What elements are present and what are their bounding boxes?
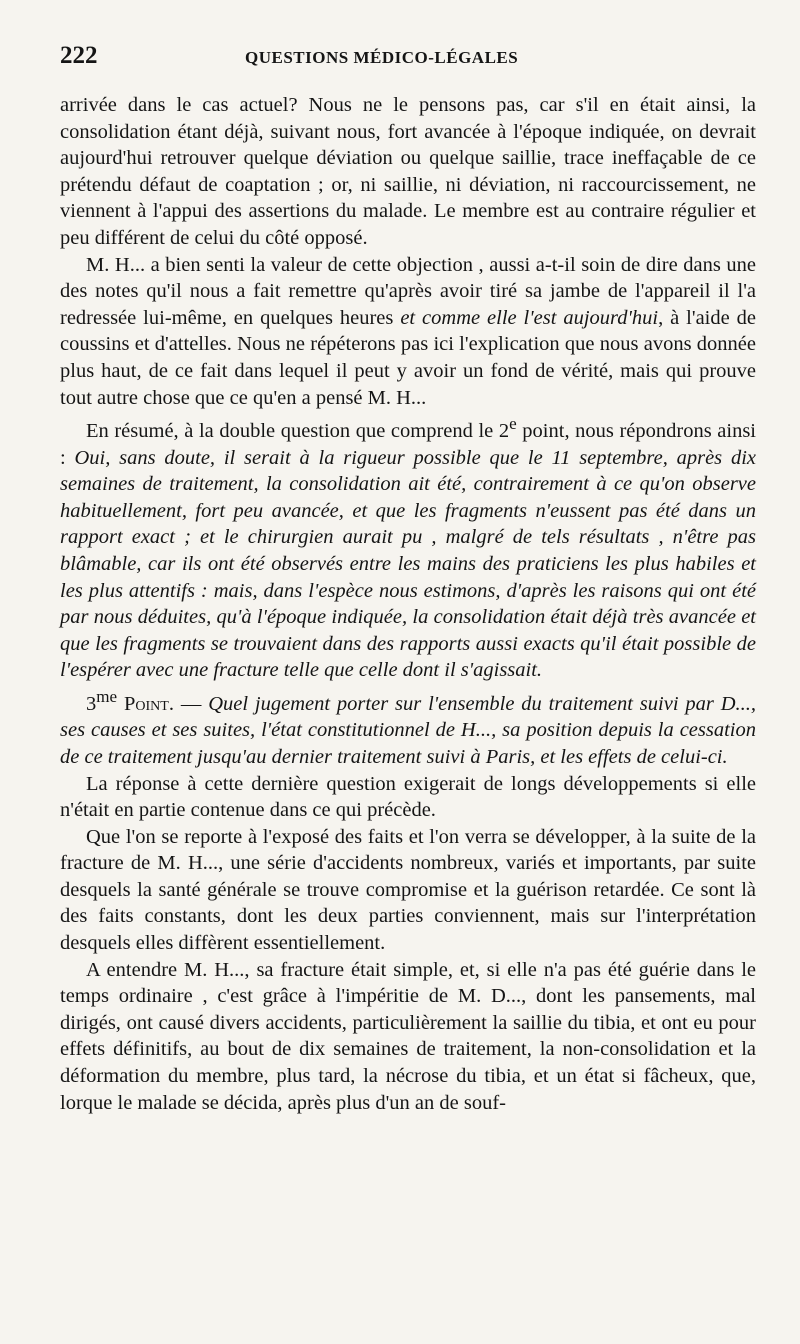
paragraph-2-text-b: , à l'aide de coussins et d'attelles. Nous ne répéterons pas ici l'explication que nous avons donnée plus haut, de ce fait dans lequel il peut y avoir un fond de vérité, mais qui prouve tout autre chose que ce qu'en a pensé M. H...: [60, 306, 756, 409]
paragraph-4: [60, 684, 756, 771]
point-number: 3: [86, 692, 97, 715]
paragraph-1: arrivée dans le cas actuel? Nous ne le pensons pas, car s'il en était ainsi, la consolidation étant déjà, suivant nous, fort avancée à l'époque indiquée, on devrait aujourd'hui retrouver quelque déviation ou quelque saillie, trace ineffaçable de ce prétendu défaut de coaptation ; or, ni saillie, ni déviation, ni raccourcissement, ne viennent à l'appui des assertions du malade. Le membre est au contraire régulier et peu différent de celui du côté opposé.: [60, 94, 756, 249]
paragraph-2-emphasis: et comme elle l'est aujourd'hui: [400, 306, 659, 329]
paragraph-7: A entendre M. H..., sa fracture était simple, et, si elle n'a pas été guérie dans le temps ordinaire , c'est grâce à l'impéritie de M. D..., dont les pansements, mal dirigés, ont causé divers accidents, particulièrement la saillie du tibia, et ont eu pour effets définitifs, au bout de dix semaines de traitement, la non-consolidation et la déformation du membre, plus tard, la nécrose du tibia, et un état si fâcheux, que, lorque le malade se décida, après plus d'un an de souf-: [60, 958, 756, 1114]
paragraph-3-lead-2: point, nous répondrons ainsi :: [60, 419, 756, 469]
paragraph-6: Que l'on se reporte à l'exposé des faits et l'on verra se développer, à la suite de la fracture de M. H..., une série d'accidents nombreux, variés et importants, par suite desquels la santé générale se trouve compromise et la guérison retardée. Ce sont là des faits constants, dont les deux parties conviennent, mais sur l'interprétation desquels elles diffèrent essentiellement.: [60, 825, 756, 955]
point-dash: —: [173, 692, 209, 715]
paragraph-3-lead: En résumé, à la double question que comprend le 2: [86, 419, 510, 442]
point-question: Quel jugement porter sur l'ensemble du traitement suivi par D..., ses causes et ses suites, l'état constitutionnel de H..., sa position depuis la cessation de ce traitement jusqu'au dernier traitement suivi à Paris, et les effets de celui-ci.: [60, 692, 757, 768]
paragraph-5: La réponse à cette dernière question exigerait de longs développements si elle n'était en partie contenue dans ce qui précède.: [60, 772, 756, 822]
running-title: QUESTIONS MÉDICO-LÉGALES: [245, 48, 519, 67]
page-number: 222: [60, 42, 98, 69]
running-head: [60, 42, 756, 82]
paragraph-2: [60, 252, 756, 412]
body-text: [60, 92, 756, 1116]
paragraph-3-emphasis: Oui, sans doute, il serait à la rigueur possible que le 11 septembre, après dix semaines de traitement, la consolidation ait été, contrairement à ce qu'on observe habituellement, fort peu avancée, et que les fragments n'eussent pas été dans un rapport exact ; et le chirurgien aurait pu , malgré de tels résultats , n'être pas blâmable, car ils ont été observés entre les mains des praticiens les plus habiles et les plus attentifs : mais, dans l'espèce nous estimons, d'après les raisons qui ont été par nous déduites, qu'à l'époque indiquée, la consolidation était déjà très avancée et que les fragments se trouvaient dans des rapports aussi exacts qu'il était possible de l'espérer avec une fracture telle que celle dont il s'agissait.: [60, 446, 756, 682]
point-number-superscript: me: [96, 686, 118, 706]
paragraph-3: [60, 411, 756, 684]
paragraph-2-text-a: M. H... a bien senti la valeur de cette objection , aussi a-t-il soin de dire dans une des notes qu'il nous a fait remettre qu'après avoir tiré sa jambe de l'appareil il l'a redressée lui-même, en quelques heures: [60, 253, 756, 329]
point-label: Point.: [124, 692, 174, 715]
paragraph-3-superscript: e: [509, 414, 517, 434]
